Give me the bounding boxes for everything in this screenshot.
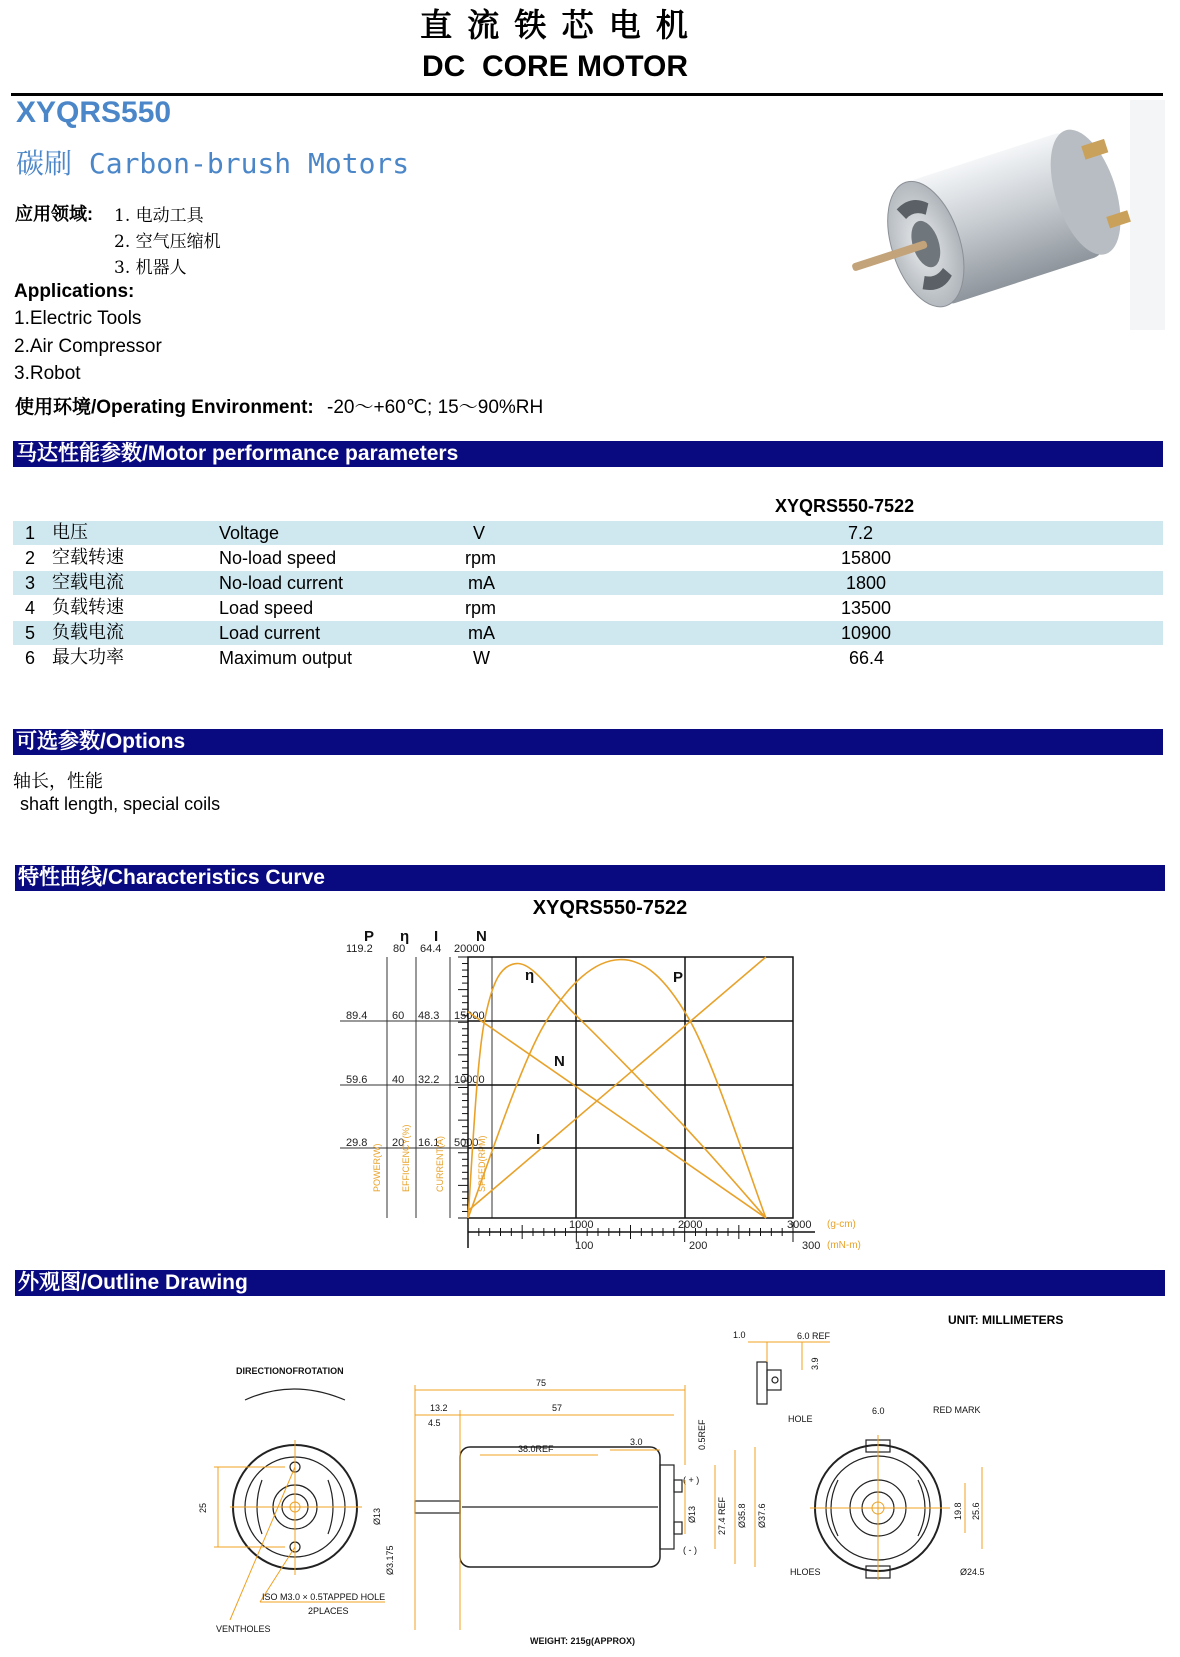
- chart-head-p: P: [364, 928, 375, 945]
- mid-dim-3-175: Ø3.175: [385, 1545, 395, 1575]
- title-rule: [11, 93, 1163, 96]
- scale-tick-P: 89.4: [346, 1010, 368, 1022]
- iso-label: ISO M3.0 × 0.5TAPPED HOLE: [262, 1592, 386, 1602]
- param-cn: 最大功率: [52, 647, 124, 668]
- param-unit: W: [473, 648, 490, 668]
- curve-n: [468, 1012, 766, 1218]
- side-view: [372, 1378, 767, 1630]
- options-line-cn: 轴长，性能: [13, 771, 103, 792]
- param-en: Voltage: [219, 523, 280, 543]
- performance-model-column: XYQRS550-7522: [775, 496, 915, 516]
- x-tick-gcm-1: 1000: [569, 1219, 594, 1231]
- curve-label-efficiency: η: [525, 967, 535, 984]
- dim-27-4-ref: 27.4 REF: [717, 1496, 727, 1535]
- places-label: 2PLACES: [308, 1606, 349, 1616]
- speed-minor-ticks: [458, 957, 468, 1218]
- scale-tick-eta: 40: [392, 1074, 405, 1086]
- curve-p: [468, 960, 766, 1218]
- param-no: 1: [25, 523, 36, 543]
- dim-75: 75: [536, 1378, 547, 1388]
- curves: [468, 957, 766, 1218]
- red-mark-label: RED MARK: [933, 1405, 981, 1415]
- environment-value: -20～+60℃; 15～90%RH: [327, 397, 544, 418]
- scale-tick-eta: 60: [392, 1010, 405, 1022]
- param-en: Maximum output: [219, 648, 353, 668]
- motor-product-image: [850, 100, 1165, 330]
- dim-25-6: 25.6: [971, 1502, 981, 1520]
- dim-57: 57: [552, 1403, 563, 1413]
- operating-environment: [15, 392, 543, 419]
- curve-section-header: 特性曲线/Characteristics Curve: [15, 865, 1165, 891]
- curve-label-i: I: [536, 1131, 541, 1148]
- unit-label: UNIT: MILLIMETERS: [948, 1313, 1064, 1327]
- dim-19-8: 19.8: [953, 1502, 963, 1520]
- scale-tick-I: 32.2: [418, 1074, 440, 1086]
- rotation-arrow: [245, 1389, 345, 1400]
- application-en-3: 3.Robot: [14, 363, 81, 384]
- scale-tick-I: 16.1: [418, 1137, 440, 1149]
- chart-head-n: N: [476, 928, 487, 945]
- hloes-label: HLOES: [790, 1567, 821, 1577]
- scale-tick-P: 59.6: [346, 1074, 368, 1086]
- terminal-plus: ( + ): [683, 1475, 700, 1485]
- curve-i: [468, 957, 766, 1211]
- end-view-left: [198, 1366, 385, 1634]
- dim-13-2: 13.2: [430, 1403, 448, 1413]
- options-section-header: 可选参数/Options: [13, 729, 1163, 755]
- end-view-right: [790, 1405, 985, 1580]
- param-value: 1800: [846, 573, 887, 593]
- dim-ø13: Ø13: [687, 1505, 697, 1523]
- scale-tick-N: 10000: [454, 1074, 485, 1086]
- curve-label-n: N: [554, 1053, 565, 1070]
- param-cn: 空载转速: [52, 547, 124, 568]
- environment-label: 使用环境/Operating Environment:: [15, 397, 314, 418]
- p-tick-top: 119.2: [346, 943, 373, 955]
- curve-chart-title: XYQRS550-7522: [532, 897, 688, 919]
- param-row-maximum-output: [13, 646, 1163, 670]
- dim-3-0: 3.0: [630, 1437, 643, 1447]
- product-subtitle: 碳刷 Carbon-brush Motors: [16, 147, 410, 180]
- scale-tick-N: 15000: [454, 1010, 485, 1022]
- dim-38-ref: 38.0REF: [518, 1444, 554, 1454]
- param-value: 7.2: [848, 523, 874, 543]
- characteristics-chart: [340, 922, 930, 1262]
- param-row-no-load-speed: [13, 546, 1163, 570]
- chart-head-eta: η: [400, 928, 410, 945]
- param-no: 6: [25, 648, 36, 668]
- applications-label-cn: 应用领域:: [15, 204, 93, 224]
- ventholes-label: VENTHOLES: [216, 1624, 271, 1634]
- dim-6-0-ref: 6.0 REF: [797, 1331, 831, 1341]
- param-cn: 负载电流: [52, 622, 124, 643]
- outline-drawing: [190, 1330, 1090, 1655]
- scale-tick-N: 5000: [454, 1137, 479, 1149]
- param-cn: 空载电流: [52, 572, 124, 593]
- speed-axis-label: SPEED(RPM): [477, 1135, 487, 1192]
- param-cn: 负载转速: [52, 597, 124, 618]
- title-english: DC CORE MOTOR: [421, 50, 689, 83]
- x-unit-gcm: (g-cm): [827, 1219, 856, 1230]
- curve-label-p: P: [673, 969, 684, 986]
- dim-4-5: 4.5: [428, 1418, 441, 1428]
- current-axis-label: CURRENT(A): [435, 1136, 445, 1192]
- dim-25: 25: [198, 1502, 208, 1513]
- param-en: No-load speed: [219, 548, 337, 568]
- param-row-load-current: [13, 621, 1163, 645]
- applications-label-en: Applications:: [14, 281, 135, 302]
- dim-6-0: 6.0: [872, 1406, 885, 1416]
- x-tick-gcm-3: 3000: [787, 1219, 812, 1231]
- weight-label: WEIGHT: 215g(APPROX): [530, 1636, 636, 1646]
- x-tick-mnm-2: 200: [689, 1240, 708, 1252]
- param-no: 4: [25, 598, 36, 618]
- application-en-2: 2.Air Compressor: [14, 336, 162, 357]
- param-value: 13500: [841, 598, 892, 618]
- diameter-label: Ø24.5: [960, 1567, 985, 1577]
- application-cn-1: 1. 电动工具: [114, 206, 204, 226]
- hole-label: HOLE: [788, 1414, 813, 1424]
- scale-tick-I: 48.3: [418, 1010, 440, 1022]
- application-cn-3: 3. 机器人: [114, 258, 187, 278]
- param-unit: V: [473, 523, 486, 543]
- eta-tick-top: 80: [393, 943, 406, 955]
- param-row-load-speed: [13, 596, 1163, 620]
- model-name: XYQRS550: [16, 96, 172, 129]
- i-tick-top: 64.4: [420, 943, 442, 955]
- x-tick-mnm-3: 300: [802, 1240, 821, 1252]
- param-en: Load current: [219, 623, 321, 643]
- param-value: 10900: [841, 623, 892, 643]
- application-cn-2: 2. 空气压缩机: [114, 232, 221, 252]
- scale-tick-eta: 20: [392, 1137, 405, 1149]
- x-tick-mnm-1: 100: [575, 1240, 594, 1252]
- outline-section-header: 外观图/Outline Drawing: [15, 1270, 1165, 1296]
- param-no: 2: [25, 548, 36, 568]
- terminal-minus: ( - ): [683, 1545, 697, 1555]
- plot-grid: [468, 957, 793, 1218]
- scale-tick-P: 29.8: [346, 1137, 368, 1149]
- param-value: 66.4: [849, 648, 885, 668]
- chart-head-i: I: [434, 928, 439, 945]
- param-unit: rpm: [465, 598, 496, 618]
- param-row-voltage: [13, 521, 1163, 545]
- param-en: Load speed: [219, 598, 314, 618]
- param-unit: mA: [468, 573, 495, 593]
- x-axis: [468, 1218, 861, 1252]
- options-line-en: shaft length, special coils: [20, 794, 221, 814]
- n-tick-top: 20000: [454, 943, 485, 955]
- param-unit: mA: [468, 623, 495, 643]
- title-chinese: 直 流 铁 芯 电 机: [420, 6, 690, 44]
- power-axis-label: POWER(W): [372, 1143, 382, 1192]
- param-no: 5: [25, 623, 36, 643]
- param-cn: 电压: [52, 522, 88, 543]
- dim-ø37-6: Ø37.6: [757, 1503, 767, 1528]
- direction-label: DIRECTIONOFROTATION: [236, 1366, 344, 1376]
- performance-section-header: 马达性能参数/Motor performance parameters: [13, 441, 1163, 467]
- x-unit-mnm: (mN-m): [827, 1240, 861, 1251]
- application-en-1: 1.Electric Tools: [14, 308, 142, 329]
- x-tick-gcm-2: 2000: [678, 1219, 703, 1231]
- param-no: 3: [25, 573, 36, 593]
- param-row-no-load-current: [13, 571, 1163, 595]
- efficiency-axis-label: EFFICIENCY(%): [401, 1124, 411, 1192]
- terminal-detail: [733, 1330, 831, 1424]
- dim-0-5-ref: 0.5REF: [697, 1419, 707, 1450]
- param-unit: rpm: [465, 548, 496, 568]
- dim-ø35-8: Ø35.8: [737, 1503, 747, 1528]
- dim-1-0: 1.0: [733, 1330, 746, 1340]
- param-value: 15800: [841, 548, 892, 568]
- mid-dim-13: Ø13: [372, 1507, 382, 1525]
- param-en: No-load current: [219, 573, 344, 593]
- dim-3-9: 3.9: [810, 1357, 820, 1370]
